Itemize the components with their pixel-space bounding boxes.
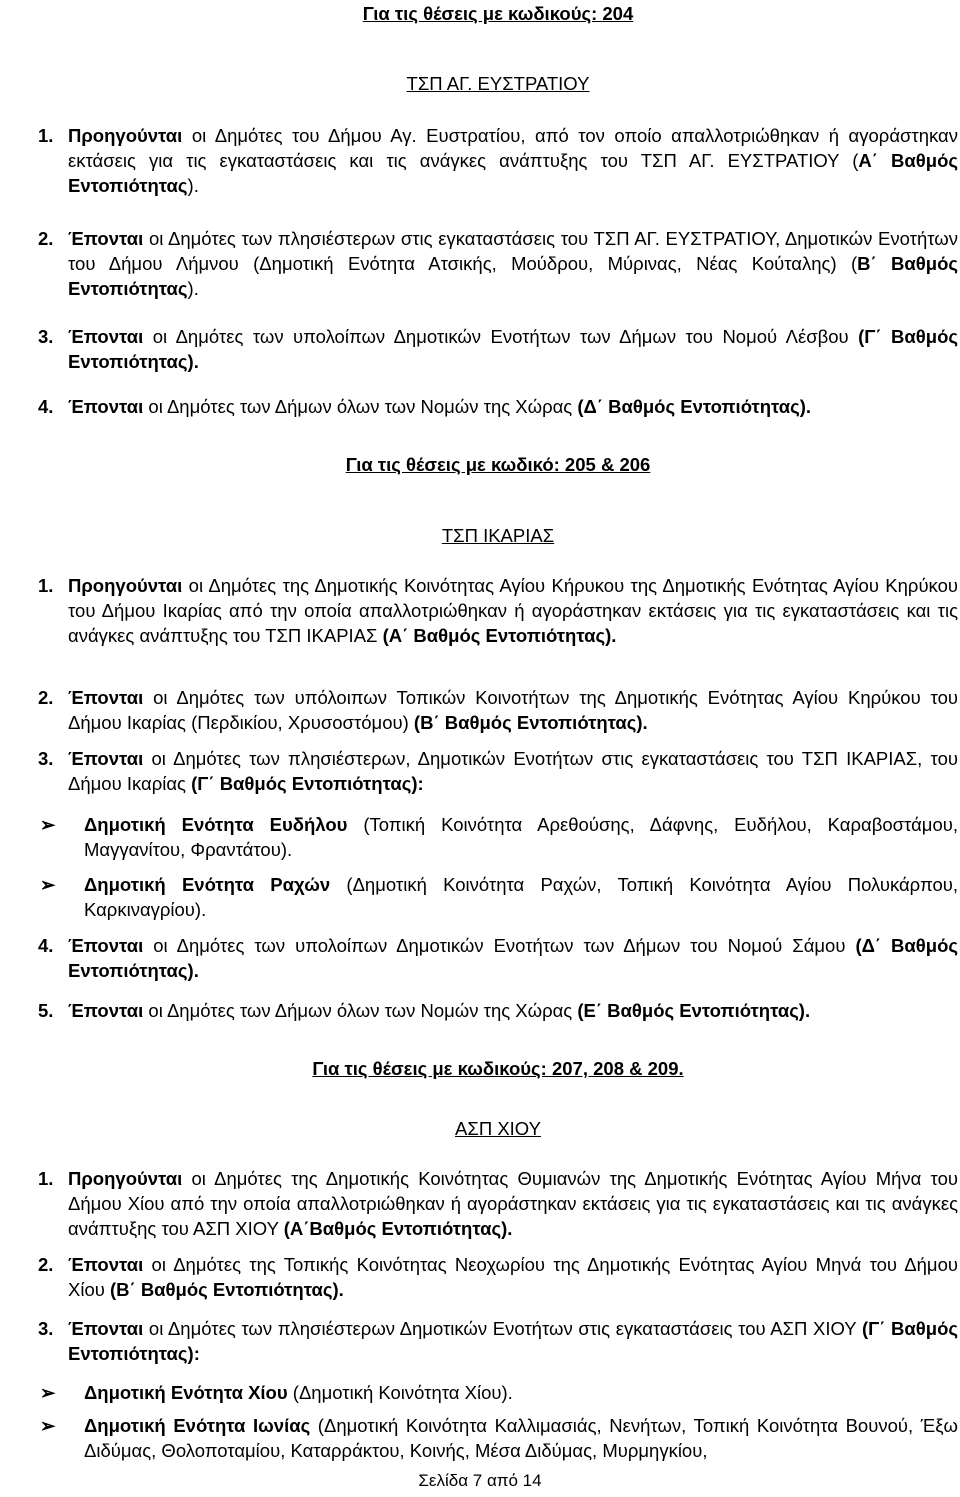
item-grade: (Β΄ Βαθμός Εντοπιότητας). — [413, 712, 648, 733]
item-lead: Έπονται — [68, 748, 144, 769]
item-grade: Β΄ Βαθμός Εντοπιότητας — [68, 253, 958, 299]
item-lead: Έπονται — [68, 935, 144, 956]
item-text: οι Δημότες της Δημοτικής Κοινότητας Αγίου Κήρυκου της Δημοτικής Ενότητας Αγίου Κηρύκου του Δήμου Ικαρίας από την οποία απαλλοτριώθηκαν ή αγοράστηκαν εκτάσεις για τις εγκαταστάσεις και τις ανάγκες ανάπτυξης του ΤΣΠ ΙΚΑΡΙΑΣ — [68, 575, 958, 646]
arrow-bullet-icon: ➢ — [40, 1415, 56, 1436]
item-grade: (Δ΄ Βαθμός Εντοπιότητας). — [68, 935, 958, 981]
arrow-bullet-icon: ➢ — [40, 874, 56, 895]
list-item — [38, 573, 958, 648]
section-heading: Για τις θέσεις με κωδικούς: 207, 208 & 209. — [312, 1058, 684, 1079]
item-number: 2. — [38, 228, 54, 249]
bullet-bold: Δημοτική Ενότητα Ευδήλου — [84, 814, 348, 835]
list-item — [38, 1252, 958, 1302]
list-item — [38, 394, 958, 419]
item-lead: Έπονται — [68, 687, 144, 708]
item-text: οι Δημότες των υπόλοιπων Τοπικών Κοινοτήτων της Δημοτικής Ενότητας Αγίου Κηρύκου του Δήμου Ικαρίας (Περδικίου, Χρυσοστόμου) — [68, 687, 958, 733]
item-text: οι Δημότες του Δήμου Αγ. Ευστρατίου, από τον οποίο απαλλοτριώθηκαν ή αγοράστηκαν εκτάσεις για τις εγκαταστάσεις και τις ανάγκες ανάπτυξης του ΤΣΠ ΑΓ. ΕΥΣΤΡΑΤΙΟΥ ( — [68, 125, 958, 171]
item-text: οι Δημότες της Δημοτικής Κοινότητας Θυμιανών της Δημοτικής Ενότητας Αγίου Μήνα του Δήμου Χίου από την οποία απαλλοτριώθηκαν ή αγοράστηκαν εκτάσεις για τις εγκαταστάσεις και τις ανάγκες ανάπτυξης του ΑΣΠ ΧΙΟΥ — [68, 1168, 958, 1239]
section-subheading: ΑΣΠ ΧΙΟΥ — [455, 1118, 541, 1139]
bullet-bold: Δημοτική Ενότητα Χίου — [84, 1382, 288, 1403]
item-grade: (Α΄Βαθμός Εντοπιότητας). — [283, 1218, 513, 1239]
section-heading: Για τις θέσεις με κωδικούς: 204 — [362, 3, 634, 24]
item-number: 4. — [38, 396, 54, 417]
list-item — [38, 226, 958, 301]
list-item — [38, 1316, 958, 1366]
list-item — [38, 746, 958, 796]
item-text: οι Δημότες των υπολοίπων Δημοτικών Ενοτήτων των Δήμων του Νομού Λέσβου — [143, 326, 859, 347]
item-lead: Έπονται — [68, 396, 144, 417]
item-number: 3. — [38, 748, 54, 769]
list-item — [38, 1166, 958, 1241]
item-number: 2. — [38, 687, 54, 708]
item-grade: (Ε΄ Βαθμός Εντοπιότητας). — [577, 1000, 811, 1021]
item-lead: Έπονται — [68, 1254, 144, 1275]
bullet-text: (Δημοτική Κοινότητα Χίου). — [287, 1382, 513, 1403]
item-lead: Έπονται — [68, 1318, 144, 1339]
list-item — [38, 685, 958, 735]
item-number: 2. — [38, 1254, 54, 1275]
item-grade: (Γ΄ Βαθμός Εντοπιότητας): — [68, 1318, 958, 1364]
item-lead: Έπονται — [68, 1000, 144, 1021]
bullet-bold: Δημοτική Ενότητα Ραχών — [84, 874, 331, 895]
arrow-bullet-icon: ➢ — [40, 1382, 56, 1403]
item-tail: ). — [187, 278, 199, 299]
item-text: οι Δημότες των πλησιέστερων, Δημοτικών Ενοτήτων στις εγκαταστάσεις του ΤΣΠ ΙΚΑΡΙΑΣ, του Δήμου Ικαρίας — [68, 748, 958, 794]
bullet-item — [38, 1413, 958, 1463]
page-footer: Σελίδα 7 από 14 — [418, 1471, 542, 1490]
item-text: οι Δημότες των Δήμων όλων των Νομών της Χώρας — [143, 396, 578, 417]
list-item — [38, 324, 958, 374]
item-grade: (Γ΄ Βαθμός Εντοπιότητας). — [68, 326, 958, 372]
bullet-text: (Δημοτική Κοινότητα Ραχών, Τοπική Κοινότητα Αγίου Πολυκάρπου, Καρκιναγρίου). — [84, 874, 958, 920]
list-item — [38, 998, 958, 1023]
bullet-text: (Τοπική Κοινότητα Αρεθούσης, Δάφνης, Ευδήλου, Καραβοστάμου, Μαγγανίτου, Φραντάτου). — [84, 814, 958, 860]
item-grade: (Α΄ Βαθμός Εντοπιότητας). — [382, 625, 617, 646]
arrow-bullet-icon: ➢ — [40, 814, 56, 835]
item-number: 3. — [38, 1318, 54, 1339]
item-lead: Έπονται — [68, 326, 144, 347]
item-number: 5. — [38, 1000, 54, 1021]
item-text: οι Δημότες των υπολοίπων Δημοτικών Ενοτήτων των Δήμων του Νομού Σάμου — [143, 935, 856, 956]
bullet-bold: Δημοτική Ενότητα Ιωνίας — [84, 1415, 311, 1436]
item-number: 3. — [38, 326, 54, 347]
bullet-item — [38, 1380, 958, 1405]
item-text: οι Δημότες της Τοπικής Κοινότητας Νεοχωρίου της Δημοτικής Ενότητας Αγίου Μηνά του Δήμου Χίου — [68, 1254, 958, 1300]
item-tail: ). — [187, 175, 199, 196]
item-text: οι Δημότες των Δήμων όλων των Νομών της Χώρας — [143, 1000, 578, 1021]
item-lead: Έπονται — [68, 228, 144, 249]
item-number: 1. — [38, 575, 54, 596]
bullet-item — [38, 812, 958, 862]
section-subheading: ΤΣΠ ΑΓ. ΕΥΣΤΡΑΤΙΟΥ — [406, 73, 590, 94]
item-grade: (Δ΄ Βαθμός Εντοπιότητας). — [577, 396, 812, 417]
section-subheading: ΤΣΠ ΙΚΑΡΙΑΣ — [441, 525, 555, 546]
item-grade: (Β΄ Βαθμός Εντοπιότητας). — [110, 1279, 344, 1300]
bullet-text: (Δημοτική Κοινότητα Καλλιμασιάς, Νενήτων, Τοπική Κοινότητα Βουνού, Έξω Διδύμας, Θολοποταμίου, Καταρράκτου, Κοινής, Μέσα Διδύμας, Μυρμηγκίου, — [84, 1415, 958, 1461]
item-number: 4. — [38, 935, 54, 956]
section-heading: Για τις θέσεις με κωδικό: 205 & 206 — [345, 454, 651, 475]
item-text: οι Δημότες των πλησιέστερων στις εγκαταστάσεις του ΤΣΠ ΑΓ. ΕΥΣΤΡΑΤΙΟΥ, Δημοτικών Ενοτήτων του Δήμου Λήμνου (Δημοτική Ενότητα Ατσικής, Μούδρου, Μύρινας, Νέας Κούταλης) ( — [68, 228, 958, 274]
item-grade: Α΄ Βαθμός Εντοπιότητας — [68, 150, 958, 196]
item-lead: Προηγούνται — [68, 1168, 183, 1189]
item-grade: (Γ΄ Βαθμός Εντοπιότητας): — [191, 773, 424, 794]
bullet-item — [38, 872, 958, 922]
item-lead: Προηγούνται — [68, 575, 183, 596]
list-item — [38, 123, 958, 198]
item-number: 1. — [38, 1168, 54, 1189]
item-text: οι Δημότες των πλησιέστερων Δημοτικών Ενοτήτων στις εγκαταστάσεις του ΑΣΠ ΧΙΟΥ — [143, 1318, 862, 1339]
item-number: 1. — [38, 125, 54, 146]
item-lead: Προηγούνται — [68, 125, 183, 146]
list-item — [38, 933, 958, 983]
